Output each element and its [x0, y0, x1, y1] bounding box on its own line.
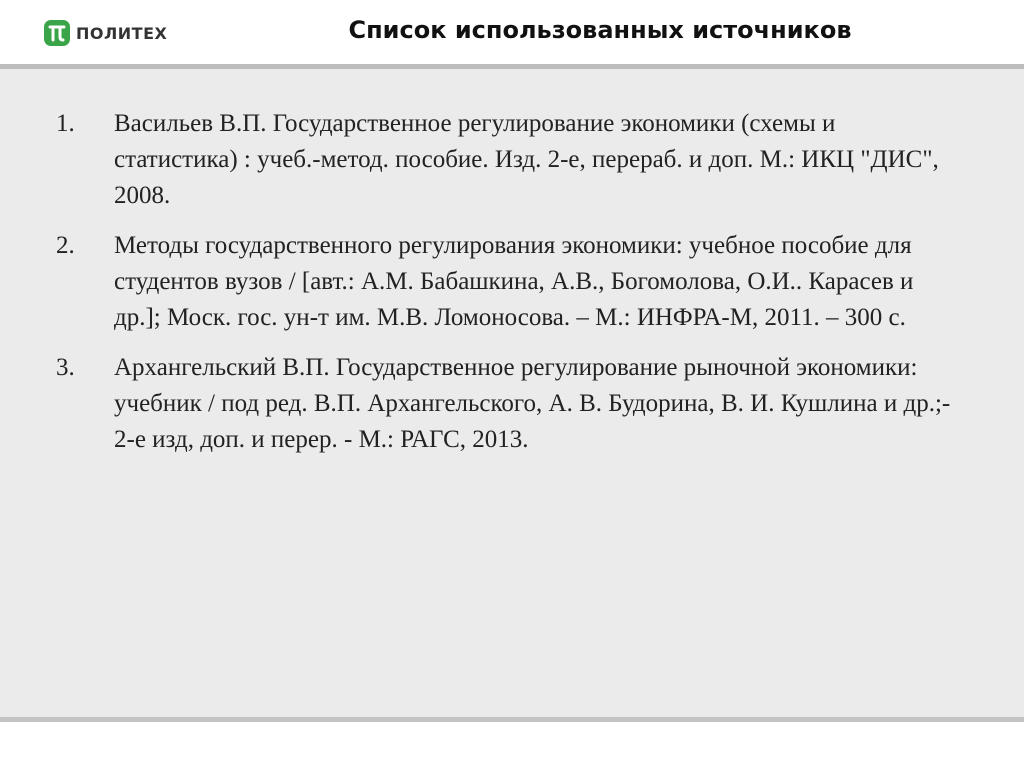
page-title: Список использованных источников — [348, 16, 852, 44]
reference-number: 2. — [56, 232, 75, 259]
reference-text: Архангельский В.П. Государственное регулирование рыночной экономики: учебник / под ред. В.П. Архангельского, А. В. Будорина, В. И. Кушлина и др.;- 2-е изд, доп. и перер. - М.: РАГС, 2013. — [114, 354, 951, 453]
logo — [44, 20, 167, 46]
list-item — [56, 228, 956, 336]
slide-footer — [0, 722, 1024, 768]
reference-text: Методы государственного регулирования экономики: учебное пособие для студентов вузов / [авт.: А.М. Бабашкина, А.В., Богомолова, О.И.. Карасев и др.]; Моск. гос. ун-т им. М.В. Ломоносова. – М.: ИНФРА-М, 2011. – 300 с. — [114, 232, 914, 331]
list-item — [56, 350, 956, 458]
reference-number: 3. — [56, 354, 75, 381]
logo-text: ПОЛИТЕХ — [76, 23, 168, 43]
list-item — [56, 106, 956, 214]
politech-logo-icon — [44, 20, 70, 46]
reference-list — [56, 106, 956, 472]
slide-header — [0, 0, 1024, 66]
reference-number: 1. — [56, 110, 75, 137]
reference-text: Васильев В.П. Государственное регулирование экономики (схемы и статистика) : учеб.-метод. пособие. Изд. 2-е, перераб. и доп. М.: ИКЦ "ДИС", 2008. — [114, 110, 939, 209]
